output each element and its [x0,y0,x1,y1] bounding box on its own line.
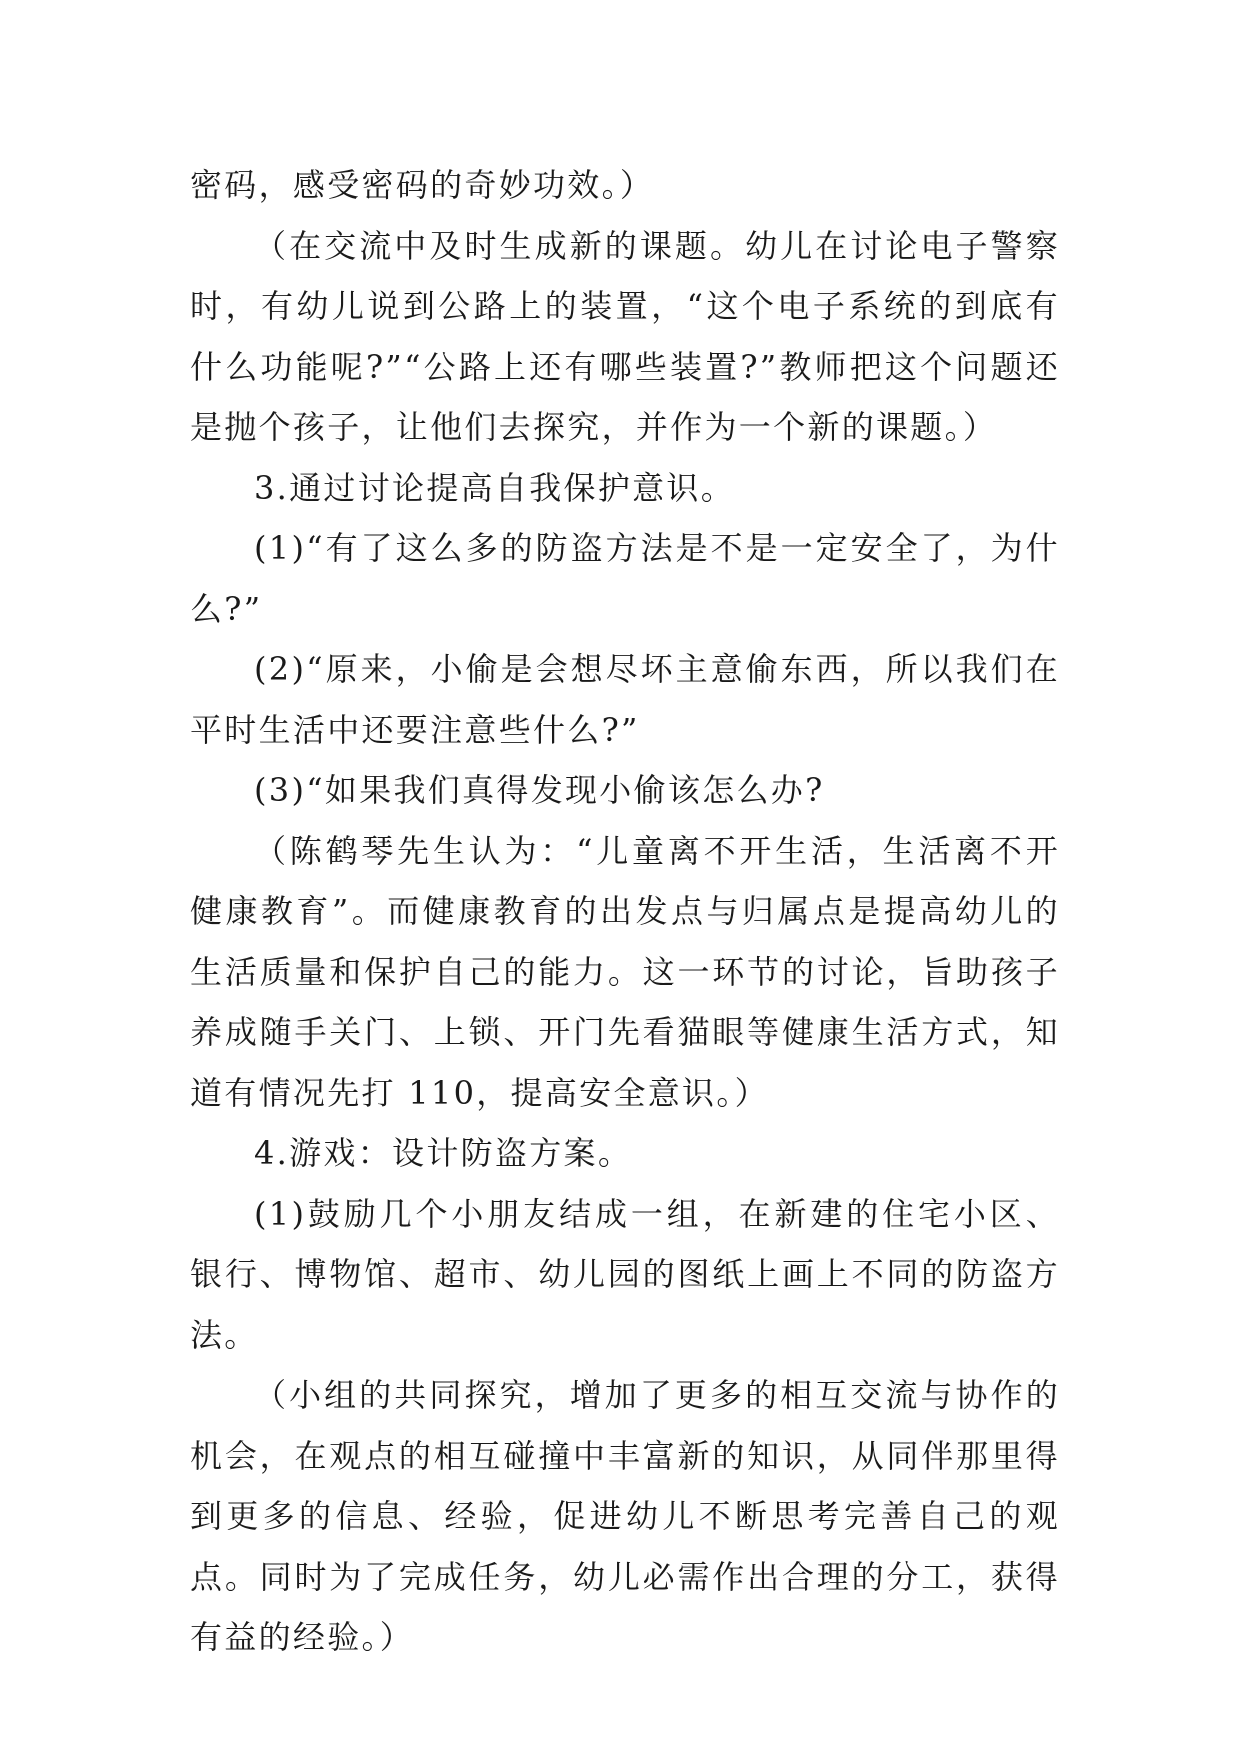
paragraph-continuation: 密码，感受密码的奇妙功效。） [190,166,655,204]
paragraph-step-4-heading: 4.游戏：设计防盗方案。 [254,1134,633,1172]
paragraph-note-health-education: （陈鹤琴先生认为：“儿童离不开生活，生活离不开健康教育”。而健康教育的出发点与归属点是提高幼儿的生活质量和保护自己的能力。这一环节的讨论，旨助孩子养成随手关门、上锁、开门先看猫眼等健康生活方式，知道有情况先打 110，提高安全意识。） [190,831,1060,1112]
paragraph-note-group-work: （小组的共同探究，增加了更多的相互交流与协作的机会，在观点的相互碰撞中丰富新的知识，从同伴那里得到更多的信息、经验，促进幼儿不断思考完善自己的观点。同时为了完成任务，幼儿必需作出合理的分工，获得有益的经验。） [190,1376,1060,1656]
paragraph-question-1: (1)“有了这么多的防盗方法是不是一定安全了，为什么?” [190,529,1060,628]
paragraph-question-3: (3)“如果我们真得发现小偷该怎么办? [254,771,825,809]
paragraph-step-3-heading: 3.通过讨论提高自我保护意识。 [254,468,736,507]
paragraph-game-item-1: (1)鼓励几个小朋友结成一组，在新建的住宅小区、银行、博物馆、超市、幼儿园的图纸上画上不同的防盗方法。 [190,1194,1060,1354]
paragraph-note-new-topic: （在交流中及时生成新的课题。幼儿在讨论电子警察时，有幼儿说到公路上的装置，“这个电子系统的到底有什么功能呢?”“公路上还有哪些装置?”教师把这个问题还是抛个孩子，让他们去探究，并作为一个新的课题。） [190,226,1060,446]
paragraph-question-2: (2)“原来，小偷是会想尽坏主意偷东西，所以我们在平时生活中还要注意些什么?” [190,650,1060,749]
document-body [190,155,1060,1668]
